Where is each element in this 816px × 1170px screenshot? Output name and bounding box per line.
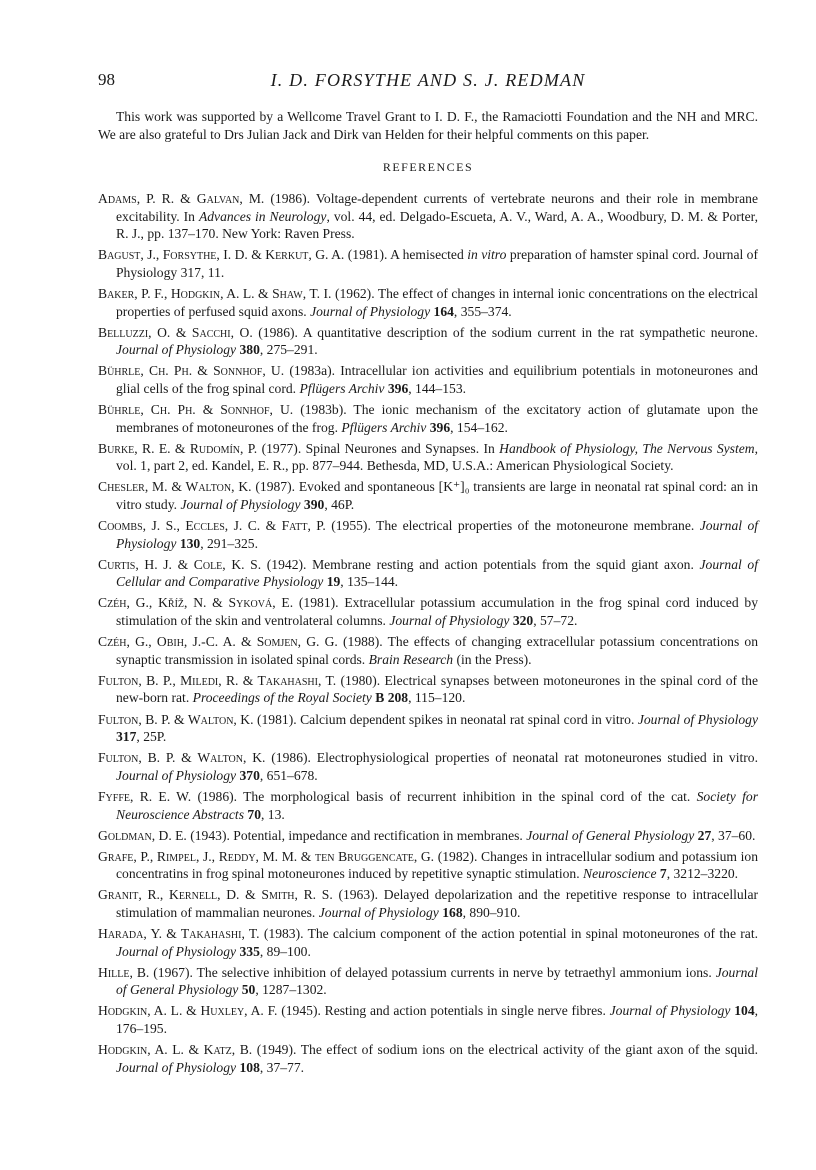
page-number: 98 xyxy=(98,70,115,89)
reference-year: (1986). xyxy=(197,788,238,804)
reference-journal: Journal of Physiology xyxy=(180,497,301,512)
reference-journal: Journal of Physiology xyxy=(116,943,237,959)
reference-year: (1980). xyxy=(340,672,381,688)
reference-title: Voltage-dependent currents of vertebrate neurons and their role in membrane excitability. In xyxy=(116,191,758,224)
reference-item xyxy=(98,285,758,320)
reference-journal: Proceedings of the Royal Society xyxy=(192,690,372,706)
reference-item xyxy=(98,1002,758,1037)
reference-journal: Brain Research xyxy=(368,651,454,667)
reference-volume: 396 xyxy=(429,419,451,435)
reference-pages: , 57–72. xyxy=(533,613,578,629)
reference-volume: 335 xyxy=(239,943,260,959)
reference-item xyxy=(98,886,758,921)
page-header xyxy=(98,70,758,98)
reference-pages: , 1287–1302. xyxy=(255,982,327,998)
reference-authors: Hodgkin, A. L. & Huxley, A. F. xyxy=(98,1003,278,1019)
reference-journal: Journal of Physiology xyxy=(310,303,431,319)
reference-title: The effect of changes in internal ionic concentrations on the electrical properties of perfused squid axons. xyxy=(116,285,759,319)
reference-pages: , 135–144. xyxy=(340,574,399,590)
reference-item xyxy=(98,749,758,784)
reference-year: (1988). xyxy=(343,634,383,650)
reference-year: (1945). xyxy=(281,1003,321,1019)
reference-title: Electrical synapses between motoneurones in the spinal cord of the new-born rat. xyxy=(116,672,758,706)
reference-pages: , 355–374. xyxy=(453,303,512,319)
reference-year: (1967). xyxy=(153,964,193,980)
reference-title: The ionic mechanism of the excitatory action of glutamate upon the membranes of motoneurones of the frog. xyxy=(116,402,759,435)
reference-authors: Baker, P. F., Hodgkin, A. L. & Shaw, T. I. xyxy=(98,285,332,301)
reference-title: A quantitative description of the sodium current in the rat sympathetic neurone. xyxy=(302,324,758,340)
reference-authors: Burke, R. E. & Rudomín, P. xyxy=(98,440,258,456)
reference-volume: 27 xyxy=(697,827,712,843)
reference-item xyxy=(98,440,758,475)
reference-title: The electrical properties of the motoneurone membrane. xyxy=(376,518,695,534)
reference-list xyxy=(98,190,758,1076)
reference-item xyxy=(98,633,758,668)
reference-authors: Bagust, J., Forsythe, I. D. & Kerkut, G. A. xyxy=(98,247,345,263)
reference-title: Intracellular ion activities and equilibrium potentials in motoneurones and glial cells of the frog spinal cord. xyxy=(116,363,758,396)
reference-item xyxy=(98,848,758,883)
reference-title: The effect of sodium ions on the electrical activity of the giant axon of the squid. xyxy=(300,1042,758,1058)
reference-volume: 380 xyxy=(239,342,260,358)
reference-volume: 396 xyxy=(387,380,409,396)
reference-journal: Pflügers Archiv xyxy=(341,419,427,435)
reference-title: Potential, impedance and rectification in membranes. xyxy=(233,827,523,843)
reference-title: Evoked and spontaneous [K⁺]₀ transients are large in neonatal rat spinal cord: an in vitro study. xyxy=(116,479,758,512)
reference-journal: Pflügers Archiv xyxy=(299,380,385,396)
reference-pages: , 25P. xyxy=(136,729,167,745)
reference-year: (1977). xyxy=(261,440,302,456)
reference-volume: 7 xyxy=(659,866,667,882)
reference-pages: , 291–325. xyxy=(200,535,258,551)
reference-item xyxy=(98,324,758,359)
reference-pages: , 890–910. xyxy=(462,904,521,920)
reference-volume: 19 xyxy=(326,574,341,590)
reference-authors: Hille, B. xyxy=(98,964,150,980)
reference-item xyxy=(98,711,758,746)
reference-volume: 130 xyxy=(179,535,201,551)
reference-item xyxy=(98,362,758,397)
reference-title: The calcium component of the action potential in spinal motoneurones of the rat. xyxy=(307,926,758,942)
reference-volume: B 208 xyxy=(375,690,409,706)
reference-pages: preparation of hamster spinal cord. Journal of Physiology 317, 11. xyxy=(116,247,759,280)
reference-journal: Journal of Physiology xyxy=(318,904,439,920)
reference-year: (1962). xyxy=(334,285,375,301)
reference-authors: Curtis, H. J. & Cole, K. S. xyxy=(98,556,262,572)
reference-journal: Journal of Physiology xyxy=(116,342,237,358)
reference-authors: Czéh, G., Obih, J.-C. A. & Somjen, G. G. xyxy=(98,634,338,650)
reference-year: (1987). xyxy=(255,479,296,495)
reference-year: (1983). xyxy=(263,926,304,942)
reference-item xyxy=(98,478,758,513)
reference-pages: , 275–291. xyxy=(259,342,318,358)
reference-authors: Belluzzi, O. & Sacchi, O. xyxy=(98,324,253,340)
reference-volume: 317 xyxy=(116,729,137,745)
reference-pages: , vol. 1, part 2, ed. Kandel, E. R., pp. 877–944. Bethesda, MD, U.S.A.: American Physiological Society. xyxy=(116,440,758,474)
reference-authors: Bührle, Ch. Ph. & Sonnhof, U. xyxy=(98,402,294,418)
running-head: I. D. FORSYTHE AND S. J. REDMAN xyxy=(270,70,586,90)
reference-title: Membrane resting and action potentials from the squid giant axon. xyxy=(312,556,694,572)
reference-authors: Grafe, P., Rimpel, J., Reddy, M. M. & ten Bruggencate, G. xyxy=(98,848,435,864)
page xyxy=(98,70,758,1080)
reference-pages: , 176–195. xyxy=(116,1003,759,1037)
reference-item xyxy=(98,672,758,707)
reference-volume: 104 xyxy=(734,1003,755,1019)
reference-pages: , vol. 44, ed. Delgado-Escueta, A. V., Ward, A. A., Woodbury, D. M. & Porter, R. J., pp. 137–170. New York: Raven Press. xyxy=(116,208,759,242)
reference-authors: Fyffe, R. E. W. xyxy=(98,788,192,804)
reference-title: Changes in intracellular sodium and potassium ion concentratins in frog spinal motoneurones induced by repetitive synaptic stimulation. xyxy=(116,848,759,882)
reference-title: Electrophysiological properties of neonatal rat motoneurones studied in vitro. xyxy=(316,750,758,766)
reference-journal: Journal of Cellular and Comparative Physiology xyxy=(116,556,758,590)
reference-item xyxy=(98,594,758,629)
reference-journal: Neuroscience xyxy=(583,866,657,882)
reference-volume: 50 xyxy=(241,982,256,998)
reference-journal: Journal of General Physiology xyxy=(116,964,758,998)
reference-journal: Journal of Physiology xyxy=(116,1059,237,1075)
reference-title: Resting and action potentials in single nerve fibres. xyxy=(324,1003,606,1019)
reference-authors: Coombs, J. S., Eccles, J. C. & Fatt, P. xyxy=(98,518,326,534)
reference-pages: (in the Press). xyxy=(453,651,532,667)
reference-year: (1942). xyxy=(266,556,307,572)
reference-year: (1986). xyxy=(258,324,298,340)
reference-authors: Bührle, Ch. Ph. & Sonnhof, U. xyxy=(98,363,285,379)
reference-journal: Journal of Physiology xyxy=(389,613,510,629)
reference-volume: 168 xyxy=(442,904,463,920)
reference-pages: , 37–77. xyxy=(259,1059,305,1075)
reference-authors: Czéh, G., Kříž, N. & Syková, E. xyxy=(98,595,294,611)
reference-year: (1955). xyxy=(331,518,371,534)
reference-title: Calcium dependent spikes in neonatal rat spinal cord in vitro. xyxy=(300,711,635,727)
reference-authors: Fulton, B. P., Miledi, R. & Takahashi, T. xyxy=(98,672,337,688)
reference-title: The selective inhibition of delayed potassium currents in nerve by tetraethyl ammonium ions. xyxy=(196,964,712,980)
reference-year: (1986). xyxy=(270,191,311,206)
reference-year: (1981). xyxy=(298,595,339,611)
reference-volume: 108 xyxy=(239,1059,260,1075)
reference-authors: Adams, P. R. & Galvan, M. xyxy=(98,191,265,206)
reference-pages: , 37–60. xyxy=(711,827,756,843)
reference-item xyxy=(98,517,758,552)
reference-year: (1981). xyxy=(347,247,388,263)
reference-year: (1963). xyxy=(338,887,379,903)
reference-pages: , 651–678. xyxy=(259,767,318,783)
references-heading: REFERENCES xyxy=(382,160,474,174)
reference-item xyxy=(98,246,758,281)
reference-journal: in vitro xyxy=(467,247,507,263)
reference-journal: Handbook of Physiology, The Nervous System xyxy=(499,440,755,456)
reference-title: A hemisected xyxy=(390,247,464,263)
reference-volume: 370 xyxy=(239,767,260,783)
reference-journal: Society for Neuroscience Abstracts xyxy=(116,788,758,822)
reference-year: (1949). xyxy=(256,1042,297,1058)
reference-year: (1943). xyxy=(190,827,230,843)
reference-pages: , 3212–3220. xyxy=(666,866,739,882)
reference-title: Delayed depolarization and the repetitive response to intracellular stimulation of mammalian neurones. xyxy=(116,887,759,920)
reference-pages: , 13. xyxy=(261,806,285,822)
reference-pages: , 144–153. xyxy=(408,380,467,396)
reference-journal: Advances in Neurology xyxy=(198,208,327,224)
reference-volume: 164 xyxy=(433,303,454,319)
reference-item xyxy=(98,964,758,999)
reference-volume: 320 xyxy=(512,613,534,629)
reference-authors: Chesler, M. & Walton, K. xyxy=(98,479,252,495)
reference-authors: Granit, R., Kernell, D. & Smith, R. S. xyxy=(98,887,333,903)
reference-year: (1982). xyxy=(437,848,478,864)
reference-authors: Fulton, B. P. & Walton, K. xyxy=(98,750,266,766)
reference-item xyxy=(98,827,758,845)
reference-pages: , 154–162. xyxy=(450,419,508,435)
reference-pages: , 89–100. xyxy=(259,943,311,959)
acknowledgement: This work was supported by a Wellcome Travel Grant to I. D. F., the Ramaciotti Foundation and the NH and MRC. We are also grateful to Drs Julian Jack and Dirk van Helden for their helpful comments on this paper. xyxy=(98,109,758,142)
reference-year: (1983b). xyxy=(300,402,347,418)
reference-title: Spinal Neurones and Synapses. In xyxy=(305,440,495,456)
reference-year: (1981). xyxy=(256,711,297,727)
reference-volume: 390 xyxy=(303,497,325,512)
reference-authors: Fulton, B. P. & Walton, K. xyxy=(98,711,254,727)
reference-title: The morphological basis of recurrent inhibition in the spinal cord of the cat. xyxy=(243,788,691,804)
reference-authors: Goldman, D. E. xyxy=(98,827,187,843)
reference-item xyxy=(98,401,758,436)
reference-volume: 70 xyxy=(247,806,261,822)
reference-item xyxy=(98,556,758,591)
reference-year: (1983a). xyxy=(289,363,336,379)
reference-pages: , 46P. xyxy=(324,497,355,512)
reference-year: (1986). xyxy=(271,750,311,766)
reference-journal: Journal of General Physiology xyxy=(526,827,695,843)
reference-journal: Journal of Physiology xyxy=(609,1003,731,1019)
reference-authors: Hodgkin, A. L. & Katz, B. xyxy=(98,1042,253,1058)
reference-journal: Journal of Physiology xyxy=(637,711,759,727)
reference-item xyxy=(98,788,758,823)
reference-journal: Journal of Physiology xyxy=(116,518,759,551)
reference-title: Extracellular potassium accumulation in the frog spinal cord induced by stimulation of the skin and ventrolateral columns. xyxy=(116,595,759,629)
reference-journal: Journal of Physiology xyxy=(116,767,237,783)
reference-pages: , 115–120. xyxy=(408,690,466,706)
reference-authors: Harada, Y. & Takahashi, T. xyxy=(98,926,260,942)
reference-title: The effects of changing extracellular potassium concentrations on synaptic transmission in isolated spinal cords. xyxy=(116,634,759,667)
reference-item xyxy=(98,190,758,243)
reference-item xyxy=(98,1041,758,1076)
reference-item xyxy=(98,925,758,960)
